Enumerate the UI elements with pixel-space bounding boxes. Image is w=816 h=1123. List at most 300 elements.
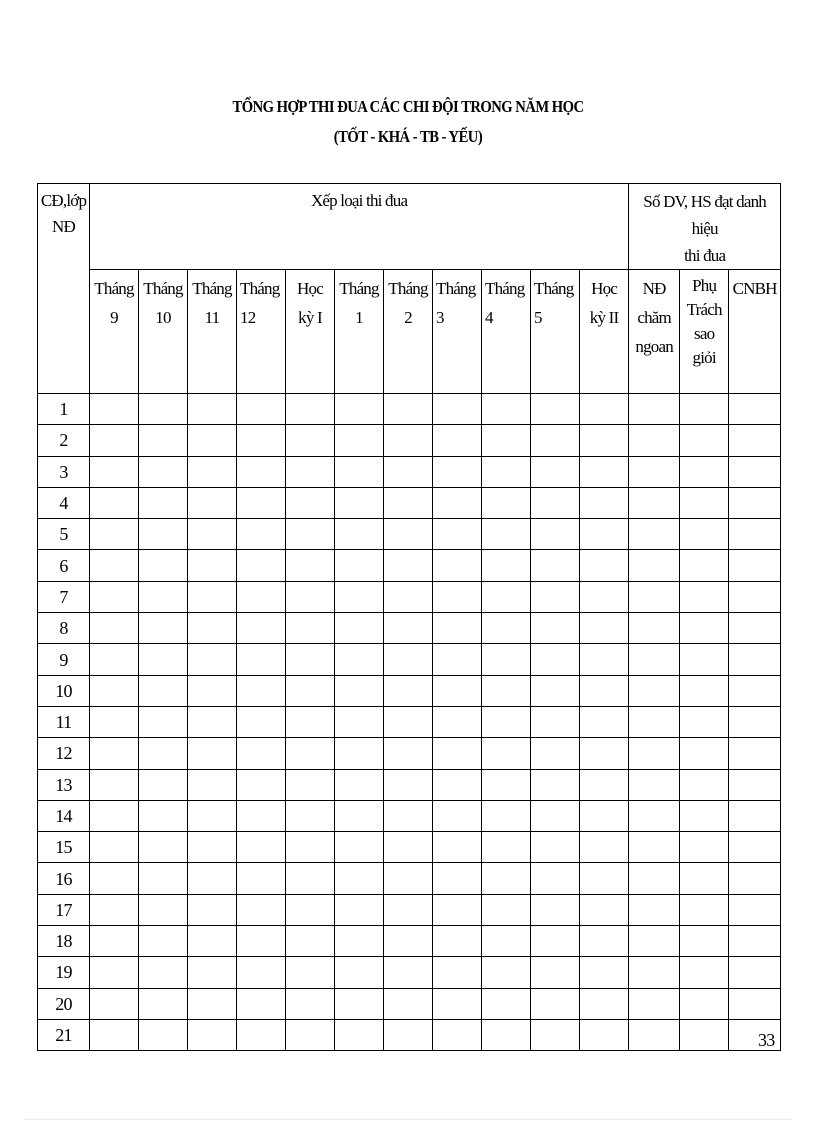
header-period-value: kỳ I [298,308,322,327]
table-cell [580,394,629,425]
table-cell [482,738,531,769]
header-period-6 [384,270,433,394]
table-cell [139,1019,188,1050]
table-cell [580,644,629,675]
table-cell [139,926,188,957]
table-cell [237,769,286,800]
table-cell [286,894,335,925]
table-cell [90,675,139,706]
table-cell [335,487,384,518]
table-cell [286,456,335,487]
table-cell [580,706,629,737]
table-cell [286,988,335,1019]
table-cell [482,456,531,487]
table-cell [237,706,286,737]
table-cell [237,425,286,456]
row-number: 14 [38,800,90,831]
table-cell [188,832,237,863]
table-cell [580,863,629,894]
header-period-value: 10 [155,308,171,327]
table-cell [629,394,680,425]
table-cell [482,1019,531,1050]
page-divider [25,1119,791,1120]
table-cell [629,832,680,863]
table-cell [482,863,531,894]
table-cell [629,581,680,612]
table-cell [384,613,433,644]
header-period-4 [286,270,335,394]
table-cell [286,425,335,456]
row-number: 10 [38,675,90,706]
table-cell [90,519,139,550]
table-cell [139,613,188,644]
table-row [38,456,781,487]
header-period-8 [482,270,531,394]
table-cell [90,706,139,737]
table-cell [384,769,433,800]
table-cell [335,988,384,1019]
table-cell [531,1019,580,1050]
table-cell [335,519,384,550]
table-cell [90,613,139,644]
header-awards-group [629,184,781,270]
table-cell [433,926,482,957]
header-award-line: sao [694,324,715,343]
header-period-label: Học [591,279,618,298]
row-number: 3 [38,456,90,487]
table-cell [286,613,335,644]
table-cell [335,738,384,769]
table-cell [680,988,729,1019]
table-cell [335,832,384,863]
table-cell [482,425,531,456]
table-cell [433,456,482,487]
table-cell [139,832,188,863]
table-cell [335,926,384,957]
table-cell [729,425,781,456]
table-row [38,769,781,800]
table-cell [680,613,729,644]
table-cell [188,675,237,706]
table-row [38,800,781,831]
table-cell [580,800,629,831]
table-cell [188,394,237,425]
table-cell [286,832,335,863]
table-cell [629,425,680,456]
table-cell [237,644,286,675]
table-cell [139,519,188,550]
table-cell [286,769,335,800]
header-period-value: 11 [204,308,220,327]
row-number: 18 [38,926,90,957]
table-cell [384,1019,433,1050]
table-cell [384,644,433,675]
table-cell [531,832,580,863]
table-cell [188,863,237,894]
table-cell [482,550,531,581]
header-period-5 [335,270,384,394]
table-row [38,613,781,644]
header-award-0 [629,270,680,394]
table-cell [531,394,580,425]
row-number: 19 [38,957,90,988]
table-cell [139,988,188,1019]
header-period-7 [433,270,482,394]
table-cell [90,581,139,612]
page-number: 33 [758,1030,775,1050]
table-cell [237,394,286,425]
table-cell [629,1019,680,1050]
table-cell [286,519,335,550]
table-cell [482,769,531,800]
table-cell [384,957,433,988]
table-row [38,487,781,518]
table-cell [90,832,139,863]
table-cell [335,769,384,800]
table-cell [680,487,729,518]
table-cell [729,581,781,612]
table-cell [580,425,629,456]
table-cell [188,644,237,675]
header-period-value: 9 [110,308,118,327]
header-period-label: Tháng [534,279,574,298]
table-cell [433,1019,482,1050]
table-cell [629,738,680,769]
table-cell [680,800,729,831]
header-period-label: Học [297,279,323,298]
table-row [38,894,781,925]
table-cell [188,613,237,644]
table-cell [680,550,729,581]
table-row [38,425,781,456]
table-cell [433,581,482,612]
table-cell [433,863,482,894]
header-period-value: 4 [485,308,493,327]
header-period-value: kỳ II [589,308,619,327]
table-cell [237,832,286,863]
table-cell [531,425,580,456]
table-cell [629,456,680,487]
table-cell [531,487,580,518]
table-cell [139,800,188,831]
table-cell [90,894,139,925]
table-cell [482,894,531,925]
table-cell [188,456,237,487]
table-cell [237,957,286,988]
table-cell [384,456,433,487]
table-cell [90,394,139,425]
row-number: 16 [38,863,90,894]
table-cell [482,800,531,831]
table-cell [90,644,139,675]
table-cell [680,957,729,988]
table-cell [139,487,188,518]
table-cell [531,613,580,644]
table-cell [188,581,237,612]
header-award-line: ngoan [635,337,673,356]
header-period-value: 2 [404,308,412,327]
table-cell [335,394,384,425]
table-cell [433,800,482,831]
header-period-value: 1 [355,308,363,327]
table-cell [629,988,680,1019]
table-cell [188,957,237,988]
table-cell [729,706,781,737]
table-cell [433,519,482,550]
table-row [38,550,781,581]
table-cell [629,550,680,581]
table-cell [531,769,580,800]
table-cell [335,675,384,706]
table-cell [139,581,188,612]
header-class-line2: NĐ [52,217,75,236]
header-period-0 [90,270,139,394]
table-cell [188,519,237,550]
table-cell [335,456,384,487]
table-cell [531,800,580,831]
row-number: 17 [38,894,90,925]
table-cell [531,675,580,706]
table-cell [90,550,139,581]
table-cell [680,456,729,487]
table-cell [580,675,629,706]
table-cell [286,738,335,769]
table-cell [188,894,237,925]
table-cell [90,769,139,800]
table-row [38,738,781,769]
table-cell [680,425,729,456]
table-cell [629,613,680,644]
row-number: 6 [38,550,90,581]
row-number: 13 [38,769,90,800]
table-cell [433,957,482,988]
table-cell [286,706,335,737]
table-cell [188,769,237,800]
table-cell [139,394,188,425]
header-period-label: Tháng [143,279,183,298]
table-cell [139,706,188,737]
header-period-label: Tháng [339,279,379,298]
table-cell [286,957,335,988]
table-cell [580,550,629,581]
table-cell [335,957,384,988]
table-cell [629,644,680,675]
header-award-1 [680,270,729,394]
table-cell [531,644,580,675]
table-cell [629,519,680,550]
table-cell [335,613,384,644]
competition-table [37,183,781,1051]
table-cell [482,613,531,644]
table-row [38,675,781,706]
table-cell [729,863,781,894]
table-cell [580,487,629,518]
table-cell [188,1019,237,1050]
header-awards-line2: thi đua [684,246,726,265]
table-cell [680,863,729,894]
table-cell [237,800,286,831]
table-cell [286,1019,335,1050]
table-cell [286,644,335,675]
table-cell [90,738,139,769]
table-cell [237,519,286,550]
table-cell [433,706,482,737]
table-cell [286,675,335,706]
table-cell [237,738,286,769]
row-number: 7 [38,581,90,612]
header-period-2 [188,270,237,394]
table-cell [729,988,781,1019]
table-cell [482,706,531,737]
table-cell [580,957,629,988]
header-award-line: chăm [637,308,671,327]
table-cell [139,863,188,894]
header-period-value: 12 [240,308,256,327]
table-cell [433,675,482,706]
table-cell [531,550,580,581]
table-cell [335,581,384,612]
header-period-3 [237,270,286,394]
table-cell [90,425,139,456]
table-cell [384,581,433,612]
table-cell [433,487,482,518]
table-cell [237,550,286,581]
table-cell [482,675,531,706]
row-number: 4 [38,487,90,518]
row-number: 21 [38,1019,90,1050]
table-cell [580,519,629,550]
table-cell [629,769,680,800]
table-row [38,832,781,863]
header-award-2 [729,270,781,394]
header-award-line: Trách [686,300,722,319]
table-row [38,863,781,894]
table-cell [90,988,139,1019]
table-cell [286,863,335,894]
table-cell [629,863,680,894]
table-cell [139,738,188,769]
table-cell [482,988,531,1019]
table-cell [680,675,729,706]
table-cell [482,519,531,550]
table-cell [729,519,781,550]
table-cell [531,581,580,612]
table-cell [384,988,433,1019]
table-cell [384,894,433,925]
table-cell [629,706,680,737]
table-cell [384,394,433,425]
table-cell [729,926,781,957]
table-cell [335,706,384,737]
table-cell [335,1019,384,1050]
table-cell [729,800,781,831]
table-cell [433,738,482,769]
table-cell [188,487,237,518]
table-cell [188,800,237,831]
table-cell [580,832,629,863]
table-cell [482,487,531,518]
table-cell [433,613,482,644]
table-row [38,581,781,612]
table-cell [729,832,781,863]
table-cell [286,800,335,831]
header-class-line1: CĐ,lớp [40,191,87,210]
table-cell [188,926,237,957]
table-cell [139,957,188,988]
header-period-value: 3 [436,308,444,327]
table-cell [286,926,335,957]
table-cell [729,487,781,518]
table-cell [482,394,531,425]
header-period-1 [139,270,188,394]
table-cell [531,926,580,957]
table-cell [580,456,629,487]
table-cell [139,550,188,581]
table-cell [680,738,729,769]
table-cell [384,800,433,831]
header-period-label: Tháng [240,279,280,298]
header-period-10 [580,270,629,394]
table-row [38,957,781,988]
row-number: 12 [38,738,90,769]
table-cell [286,487,335,518]
table-cell [139,894,188,925]
table-cell [433,425,482,456]
row-number: 5 [38,519,90,550]
table-cell [531,519,580,550]
table-cell [90,863,139,894]
table-cell [139,675,188,706]
table-cell [680,894,729,925]
table-row [38,926,781,957]
table-cell [90,456,139,487]
table-cell [237,456,286,487]
table-cell [580,894,629,925]
table-cell [680,644,729,675]
table-cell [139,644,188,675]
header-period-label: Tháng [485,279,525,298]
table-cell [237,1019,286,1050]
table-cell [629,675,680,706]
table-cell [729,550,781,581]
table-cell [580,1019,629,1050]
table-cell [188,550,237,581]
table-cell [188,425,237,456]
table-cell [680,926,729,957]
table-cell [237,863,286,894]
table-cell [729,394,781,425]
table-cell [90,800,139,831]
table-cell [580,926,629,957]
table-cell [384,832,433,863]
table-cell [384,926,433,957]
table-cell [729,675,781,706]
table-cell [384,550,433,581]
table-cell [680,519,729,550]
table-row [38,394,781,425]
header-period-9 [531,270,580,394]
table-cell [629,487,680,518]
table-cell [237,487,286,518]
table-cell [531,738,580,769]
table-cell [286,550,335,581]
table-cell [729,456,781,487]
table-cell [729,613,781,644]
table-row [38,519,781,550]
table-cell [629,926,680,957]
table-cell [629,957,680,988]
table-cell [139,425,188,456]
